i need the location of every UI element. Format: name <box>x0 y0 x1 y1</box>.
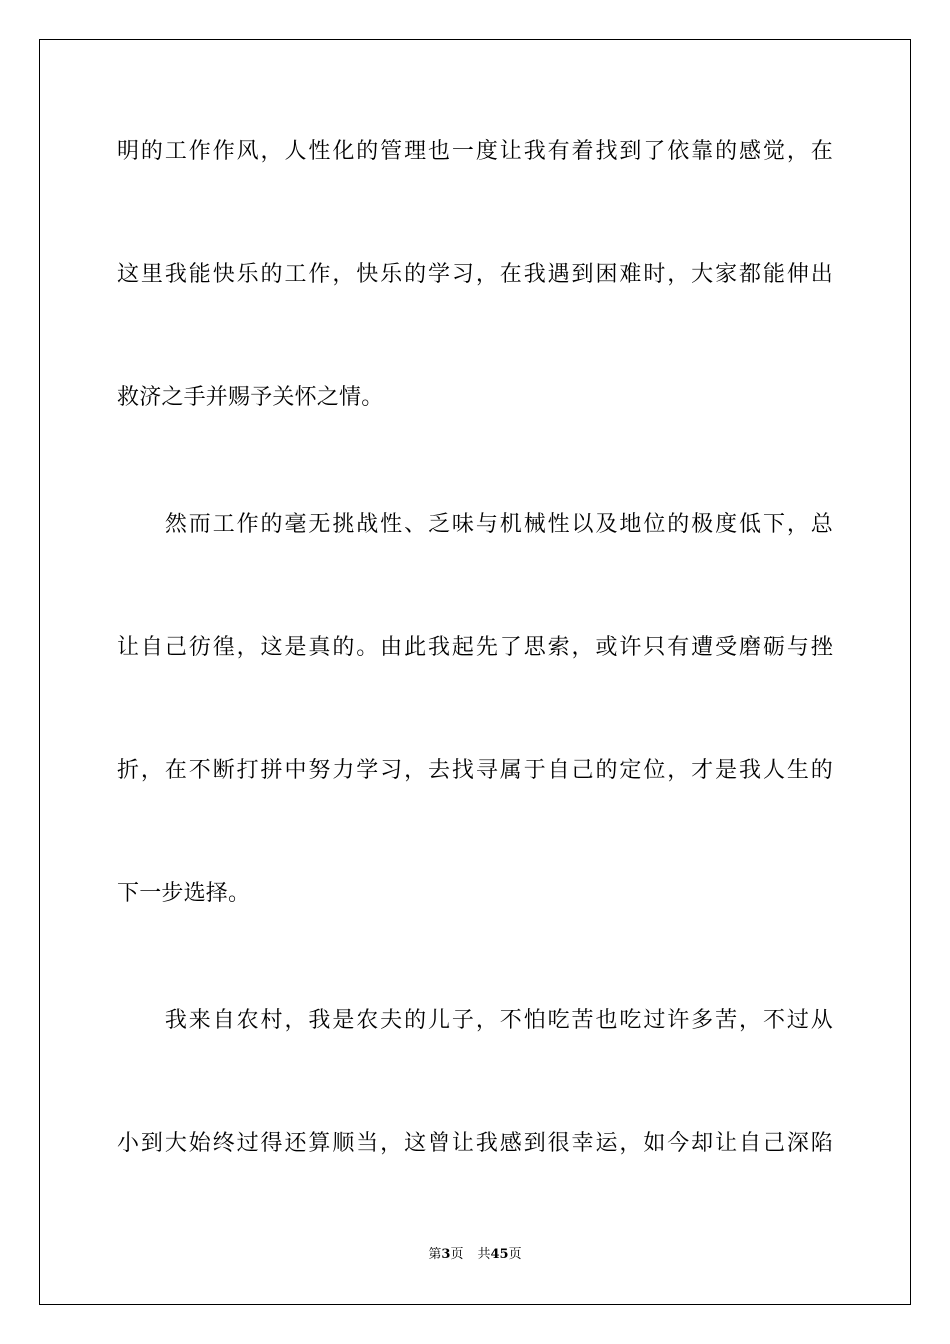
page-footer <box>0 1246 950 1264</box>
body-text-line: 下一步选择。 <box>117 881 251 906</box>
body-text-line: 让自己彷徨，这是真的。由此我起先了思索，或许只有遭受磨砺与挫 <box>117 635 833 660</box>
total-suffix: 页 <box>508 1247 522 1262</box>
body-text-line: 然而工作的毫无挑战性、乏味与机械性以及地位的极度低下，总 <box>117 512 833 537</box>
page-number: 3 <box>441 1247 451 1262</box>
total-prefix: 共 <box>477 1247 491 1262</box>
page-suffix: 页 <box>450 1247 464 1262</box>
page-prefix: 第 <box>428 1247 442 1262</box>
page-border <box>39 39 911 1305</box>
body-text-line: 小到大始终过得还算顺当，这曾让我感到很幸运，如今却让自己深陷 <box>117 1131 833 1156</box>
body-text-line: 折，在不断打拼中努力学习，去找寻属于自己的定位，才是我人生的 <box>117 758 833 783</box>
body-text-line: 这里我能快乐的工作，快乐的学习，在我遇到困难时，大家都能伸出 <box>117 262 833 287</box>
total-pages: 45 <box>490 1247 509 1262</box>
body-text-line: 我来自农村，我是农夫的儿子，不怕吃苦也吃过许多苦，不过从 <box>117 1008 833 1033</box>
body-text-line: 救济之手并赐予关怀之情。 <box>117 385 384 410</box>
body-text-line: 明的工作作风，人性化的管理也一度让我有着找到了依靠的感觉，在 <box>117 139 833 164</box>
